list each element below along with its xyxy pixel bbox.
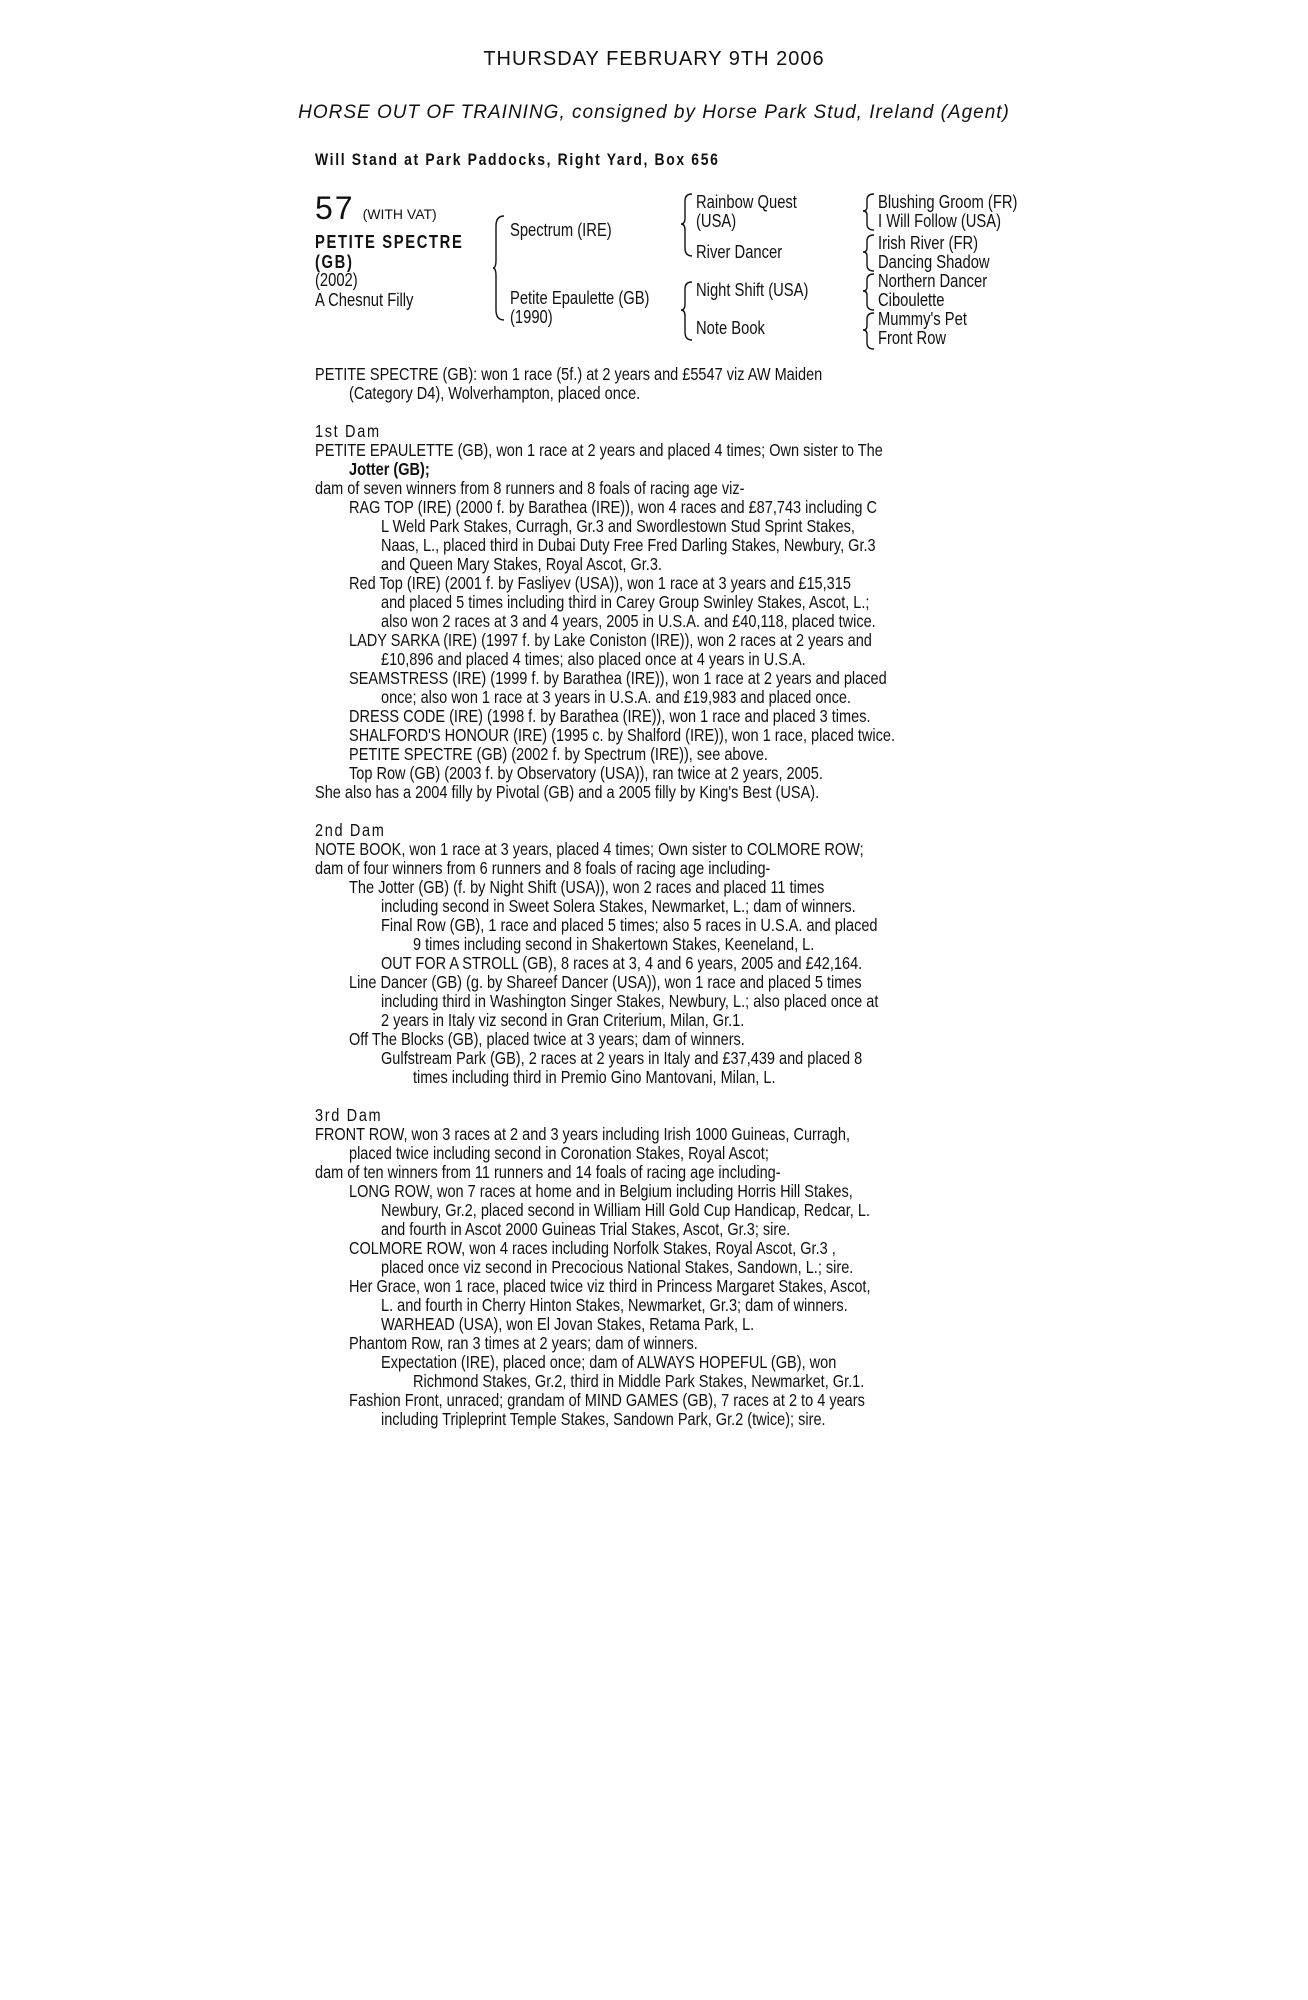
catalogue-body [315, 365, 1015, 1429]
horse-description: A Chesnut Filly [315, 290, 414, 310]
pedigree-ddd: Front Row [878, 328, 947, 348]
dam-line: dam of four winners from 6 runners and 8 foals of racing age including- [315, 858, 771, 878]
produce-line: Phantom Row, ran 3 times at 2 years; dam of winners. [349, 1333, 698, 1353]
pedigree-sire-sire: Rainbow Quest [696, 192, 797, 212]
dam-line: Jotter (GB); [349, 459, 430, 479]
pedigree-dds: Mummy's Pet [878, 309, 967, 329]
produce-line: Richmond Stakes, Gr.2, third in Middle Park Stakes, Newmarket, Gr.1. [413, 1371, 865, 1391]
produce-line: and fourth in Ascot 2000 Guineas Trial Stakes, Ascot, Gr.3; sire. [381, 1219, 791, 1239]
pedigree-ssd: I Will Follow (USA) [878, 211, 1002, 231]
pedigree-dam-dam: Note Book [696, 318, 765, 338]
produce-line: She also has a 2004 filly by Pivotal (GB) and a 2005 filly by King's Best (USA). [315, 782, 820, 802]
produce-line: Red Top (IRE) (2001 f. by Fasliyev (USA)), won 1 race at 3 years and £15,315 [349, 573, 851, 593]
produce-line: OUT FOR A STROLL (GB), 8 races at 3, 4 and 6 years, 2005 and £42,164. [381, 953, 863, 973]
produce-line: times including third in Premio Gino Mantovani, Milan, L. [413, 1067, 776, 1087]
produce-line: LONG ROW, won 7 races at home and in Belgium including Horris Hill Stakes, [349, 1181, 853, 1201]
produce-line: once; also won 1 race at 3 years in U.S.A. and £19,983 and placed once. [381, 687, 851, 707]
dam-line: dam of ten winners from 11 runners and 14 foals of racing age including- [315, 1162, 781, 1182]
produce-line: SEAMSTRESS (IRE) (1999 f. by Barathea (IRE)), won 1 race at 2 years and placed [349, 668, 887, 688]
produce-line: LADY SARKA (IRE) (1997 f. by Lake Coniston (IRE)), won 2 races at 2 years and [349, 630, 872, 650]
produce-line: PETITE SPECTRE (GB) (2002 f. by Spectrum (IRE)), see above. [349, 744, 768, 764]
produce-line: DRESS CODE (IRE) (1998 f. by Barathea (IRE)), won 1 race and placed 3 times. [349, 706, 871, 726]
produce-line: SHALFORD'S HONOUR (IRE) (1995 c. by Shalford (IRE)), won 1 race, placed twice. [349, 725, 896, 745]
dam-line: NOTE BOOK, won 1 race at 3 years, placed 4 times; Own sister to COLMORE ROW; [315, 839, 864, 859]
pedigree-sdd: Dancing Shadow [878, 252, 990, 272]
pedigree-dam-sire: Night Shift (USA) [696, 280, 809, 300]
pedigree-sss: Blushing Groom (FR) [878, 192, 1018, 212]
pedigree-brace-ds [862, 272, 876, 312]
pedigree-brace-sire [680, 192, 694, 258]
section-heading-3rd-dam: 3rd Dam [315, 1105, 383, 1125]
stand-location: Will Stand at Park Paddocks, Right Yard, Box 656 [315, 150, 720, 169]
section-heading-2nd-dam: 2nd Dam [315, 820, 386, 840]
produce-line: including Tripleprint Temple Stakes, Sandown Park, Gr.2 (twice); sire. [381, 1409, 826, 1429]
dam-line: FRONT ROW, won 3 races at 2 and 3 years including Irish 1000 Guineas, Curragh, [315, 1124, 850, 1144]
pedigree-brace-dam [680, 280, 694, 342]
pedigree-dss: Northern Dancer [878, 271, 988, 291]
pedigree-brace-dd [862, 311, 876, 351]
pedigree-brace-ss [862, 192, 876, 232]
produce-line: WARHEAD (USA), won El Jovan Stakes, Retama Park, L. [381, 1314, 755, 1334]
dam-line: placed twice including second in Coronation Stakes, Royal Ascot; [349, 1143, 769, 1163]
produce-line: COLMORE ROW, won 4 races including Norfolk Stakes, Royal Ascot, Gr.3 , [349, 1238, 836, 1258]
pedigree-sire-dam: River Dancer [696, 242, 783, 262]
produce-line: Off The Blocks (GB), placed twice at 3 years; dam of winners. [349, 1029, 745, 1049]
produce-line: Gulfstream Park (GB), 2 races at 2 years in Italy and £37,439 and placed 8 [381, 1048, 863, 1068]
pedigree-sire: Spectrum (IRE) [510, 220, 612, 240]
produce-line: L. and fourth in Cherry Hinton Stakes, Newmarket, Gr.3; dam of winners. [381, 1295, 848, 1315]
produce-line: Expectation (IRE), placed once; dam of ALWAYS HOPEFUL (GB), won [381, 1352, 837, 1372]
produce-line: Top Row (GB) (2003 f. by Observatory (USA)), ran twice at 2 years, 2005. [349, 763, 823, 783]
horse-country: (GB) [315, 252, 354, 272]
dam-line: PETITE EPAULETTE (GB), won 1 race at 2 years and placed 4 times; Own sister to The [315, 440, 883, 460]
horse-name: PETITE SPECTRE [315, 232, 464, 252]
produce-line: including second in Sweet Solera Stakes, Newmarket, L.; dam of winners. [381, 896, 856, 916]
lot-header [315, 190, 437, 227]
lot-number: 57 [315, 190, 355, 226]
pedigree-sds: Irish River (FR) [878, 233, 979, 253]
sale-date: THURSDAY FEBRUARY 9TH 2006 [483, 48, 825, 70]
produce-line: and Queen Mary Stakes, Royal Ascot, Gr.3. [381, 554, 662, 574]
produce-line: including third in Washington Singer Stakes, Newbury, L.; also placed once at [381, 991, 879, 1011]
pedigree-brace-main [492, 214, 506, 322]
produce-line: placed once viz second in Precocious National Stakes, Sandown, L.; sire. [381, 1257, 854, 1277]
horse-year: (2002) [315, 270, 358, 290]
race-record-line: PETITE SPECTRE (GB): won 1 race (5f.) at 2 years and £5547 viz AW Maiden [315, 364, 823, 384]
pedigree-dsd: Ciboulette [878, 290, 945, 310]
produce-line: Naas, L., placed third in Dubai Duty Free Fred Darling Stakes, Newbury, Gr.3 [381, 535, 876, 555]
section-heading-1st-dam: 1st Dam [315, 421, 381, 441]
race-record-line: (Category D4), Wolverhampton, placed once. [349, 383, 641, 403]
produce-line: also won 2 races at 3 and 4 years, 2005 in U.S.A. and £40,118, placed twice. [381, 611, 876, 631]
pedigree-dam: Petite Epaulette (GB) [510, 288, 650, 308]
produce-line: RAG TOP (IRE) (2000 f. by Barathea (IRE)), won 4 races and £87,743 including C [349, 497, 878, 517]
produce-line: 2 years in Italy viz second in Gran Criterium, Milan, Gr.1. [381, 1010, 745, 1030]
produce-line: L Weld Park Stakes, Curragh, Gr.3 and Swordlestown Stud Sprint Stakes, [381, 516, 855, 536]
pedigree-dam-year: (1990) [510, 307, 553, 327]
dam-line: dam of seven winners from 8 runners and 8 foals of racing age viz- [315, 478, 745, 498]
produce-line: 9 times including second in Shakertown Stakes, Keeneland, L. [413, 934, 815, 954]
produce-line: and placed 5 times including third in Carey Group Swinley Stakes, Ascot, L.; [381, 592, 870, 612]
produce-line: The Jotter (GB) (f. by Night Shift (USA)), won 2 races and placed 11 times [349, 877, 825, 897]
produce-line: Final Row (GB), 1 race and placed 5 times; also 5 races in U.S.A. and placed [381, 915, 878, 935]
produce-line: Line Dancer (GB) (g. by Shareef Dancer (USA)), won 1 race and placed 5 times [349, 972, 862, 992]
consignment-line: HORSE OUT OF TRAINING, consigned by Horse Park Stud, Ireland (Agent) [298, 102, 1010, 123]
produce-line: £10,896 and placed 4 times; also placed once at 4 years in U.S.A. [381, 649, 806, 669]
produce-line: Fashion Front, unraced; grandam of MIND GAMES (GB), 7 races at 2 to 4 years [349, 1390, 865, 1410]
pedigree-brace-sd [862, 233, 876, 273]
produce-line: Her Grace, won 1 race, placed twice viz third in Princess Margaret Stakes, Ascot, [349, 1276, 871, 1296]
produce-line: Newbury, Gr.2, placed second in William Hill Gold Cup Handicap, Redcar, L. [381, 1200, 870, 1220]
pedigree-sire-sire-country: (USA) [696, 211, 737, 231]
vat-note: (WITH VAT) [362, 206, 437, 222]
